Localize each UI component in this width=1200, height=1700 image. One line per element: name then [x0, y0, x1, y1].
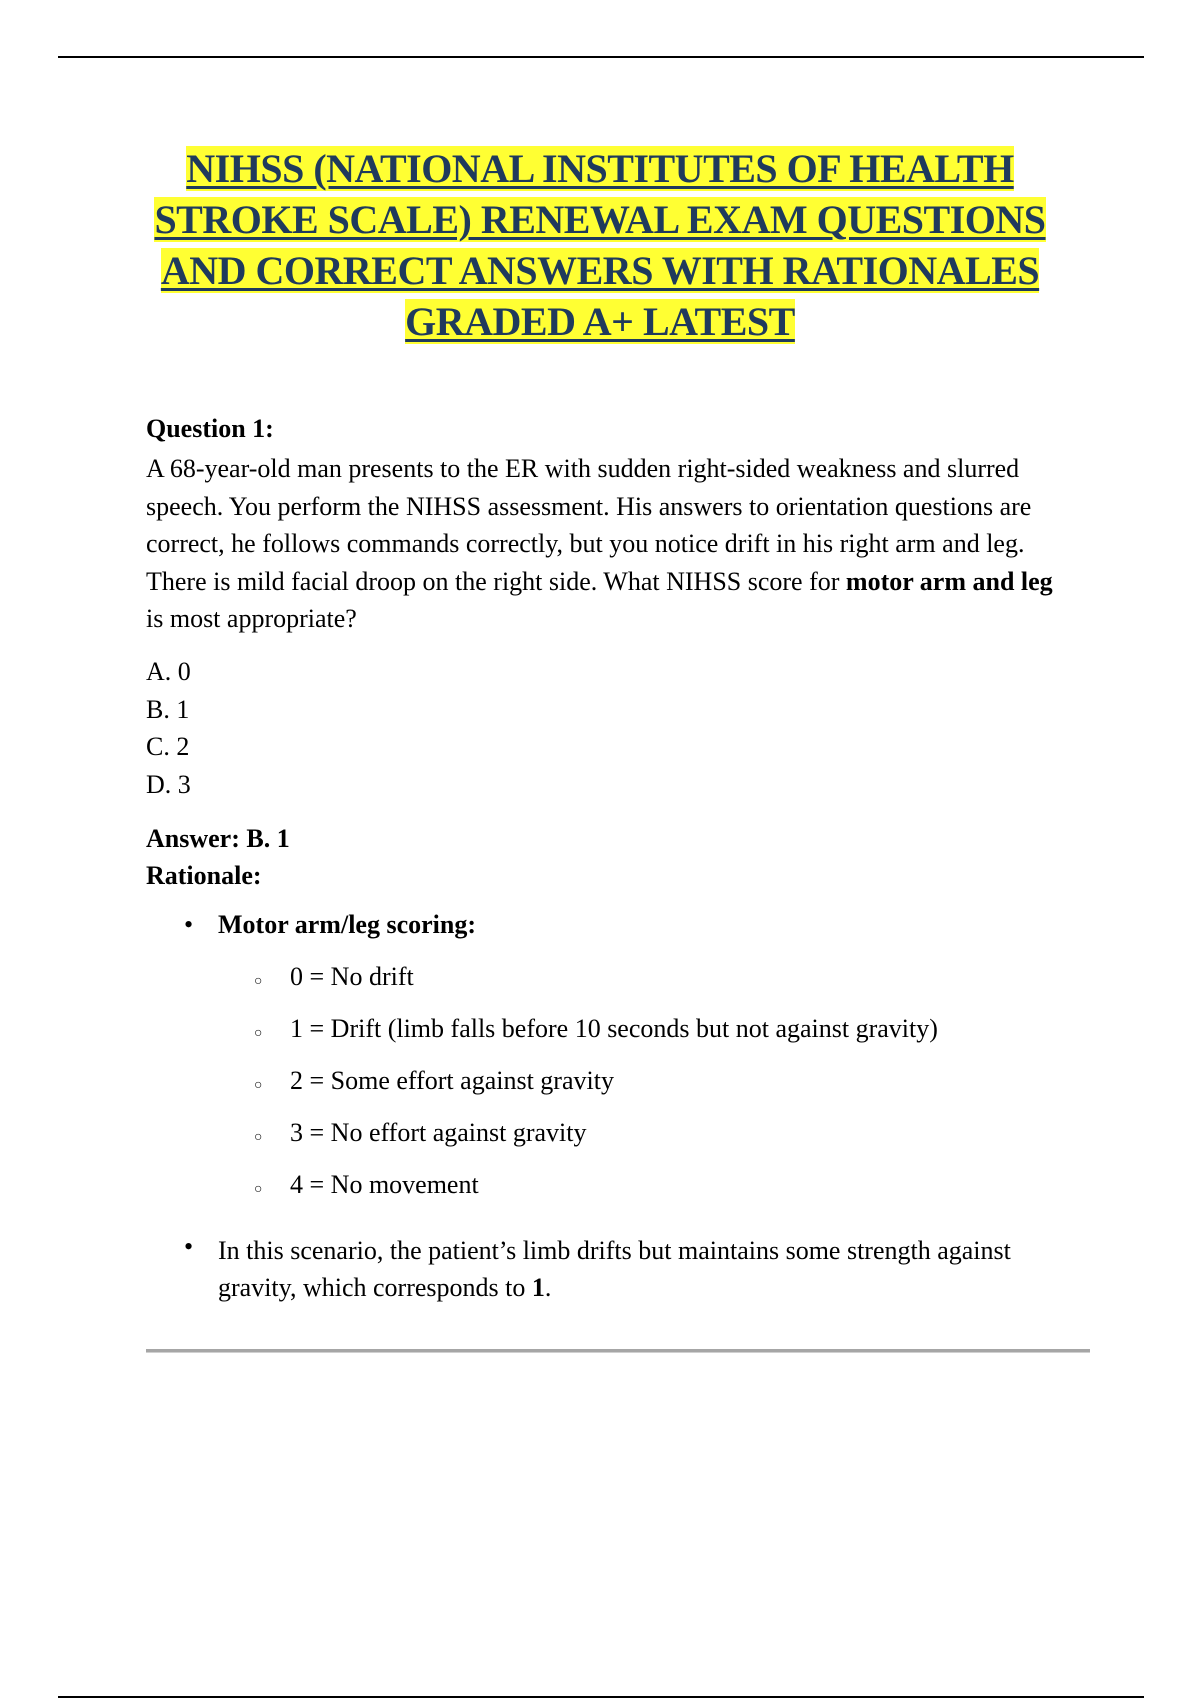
answer-options [146, 653, 191, 803]
rationale-label: Rationale: [146, 861, 262, 890]
bullet-icon: • [184, 910, 194, 939]
title-line: GRADED A+ LATEST [405, 299, 795, 344]
section-divider [146, 1349, 1090, 1353]
title-line: STROKE SCALE) RENEWAL EXAM QUESTIONS [154, 197, 1046, 242]
bullet-icon: • [184, 1232, 194, 1261]
title-line: NIHSS (NATIONAL INSTITUTES OF HEALTH [186, 146, 1014, 191]
question-emphasis: motor arm and leg [845, 566, 1053, 596]
option-b: B. 1 [146, 694, 190, 724]
question-label: Question 1: [146, 414, 274, 443]
option-a: A. 0 [146, 657, 191, 686]
top-rule [58, 56, 1144, 58]
option-d: D. 3 [146, 769, 191, 799]
circle-bullet-icon: ○ [254, 1130, 263, 1145]
title-line: AND CORRECT ANSWERS WITH RATIONALES [160, 248, 1040, 293]
option-c: C. 2 [146, 732, 190, 761]
circle-bullet-icon: ○ [254, 1078, 263, 1093]
rationale-bullet-label: Motor arm/leg scoring: [218, 910, 476, 939]
circle-bullet-icon: ○ [254, 1182, 263, 1197]
answer-block [146, 820, 290, 894]
bottom-rule [58, 1696, 1144, 1698]
circle-bullet-icon: ○ [254, 974, 263, 989]
answer-label: Answer: B. 1 [146, 824, 290, 853]
explanation-text: In this scenario, the patient’s limb drifts but maintains some strength against gravity, which corresponds to 1. [218, 1236, 1011, 1302]
question-text: A 68-year-old man presents to the ER with sudden right-sided weakness and slurred speech. You perform the NIHSS assessment. His answers to orientation questions are correct, he follows commands correctly, but you notice drift in his right arm and leg. There is mild facial droop on the right side. What NIHSS score for motor arm and leg is most appropriate? [146, 454, 1053, 633]
circle-bullet-icon: ○ [254, 1026, 263, 1041]
document-title [100, 143, 1100, 347]
